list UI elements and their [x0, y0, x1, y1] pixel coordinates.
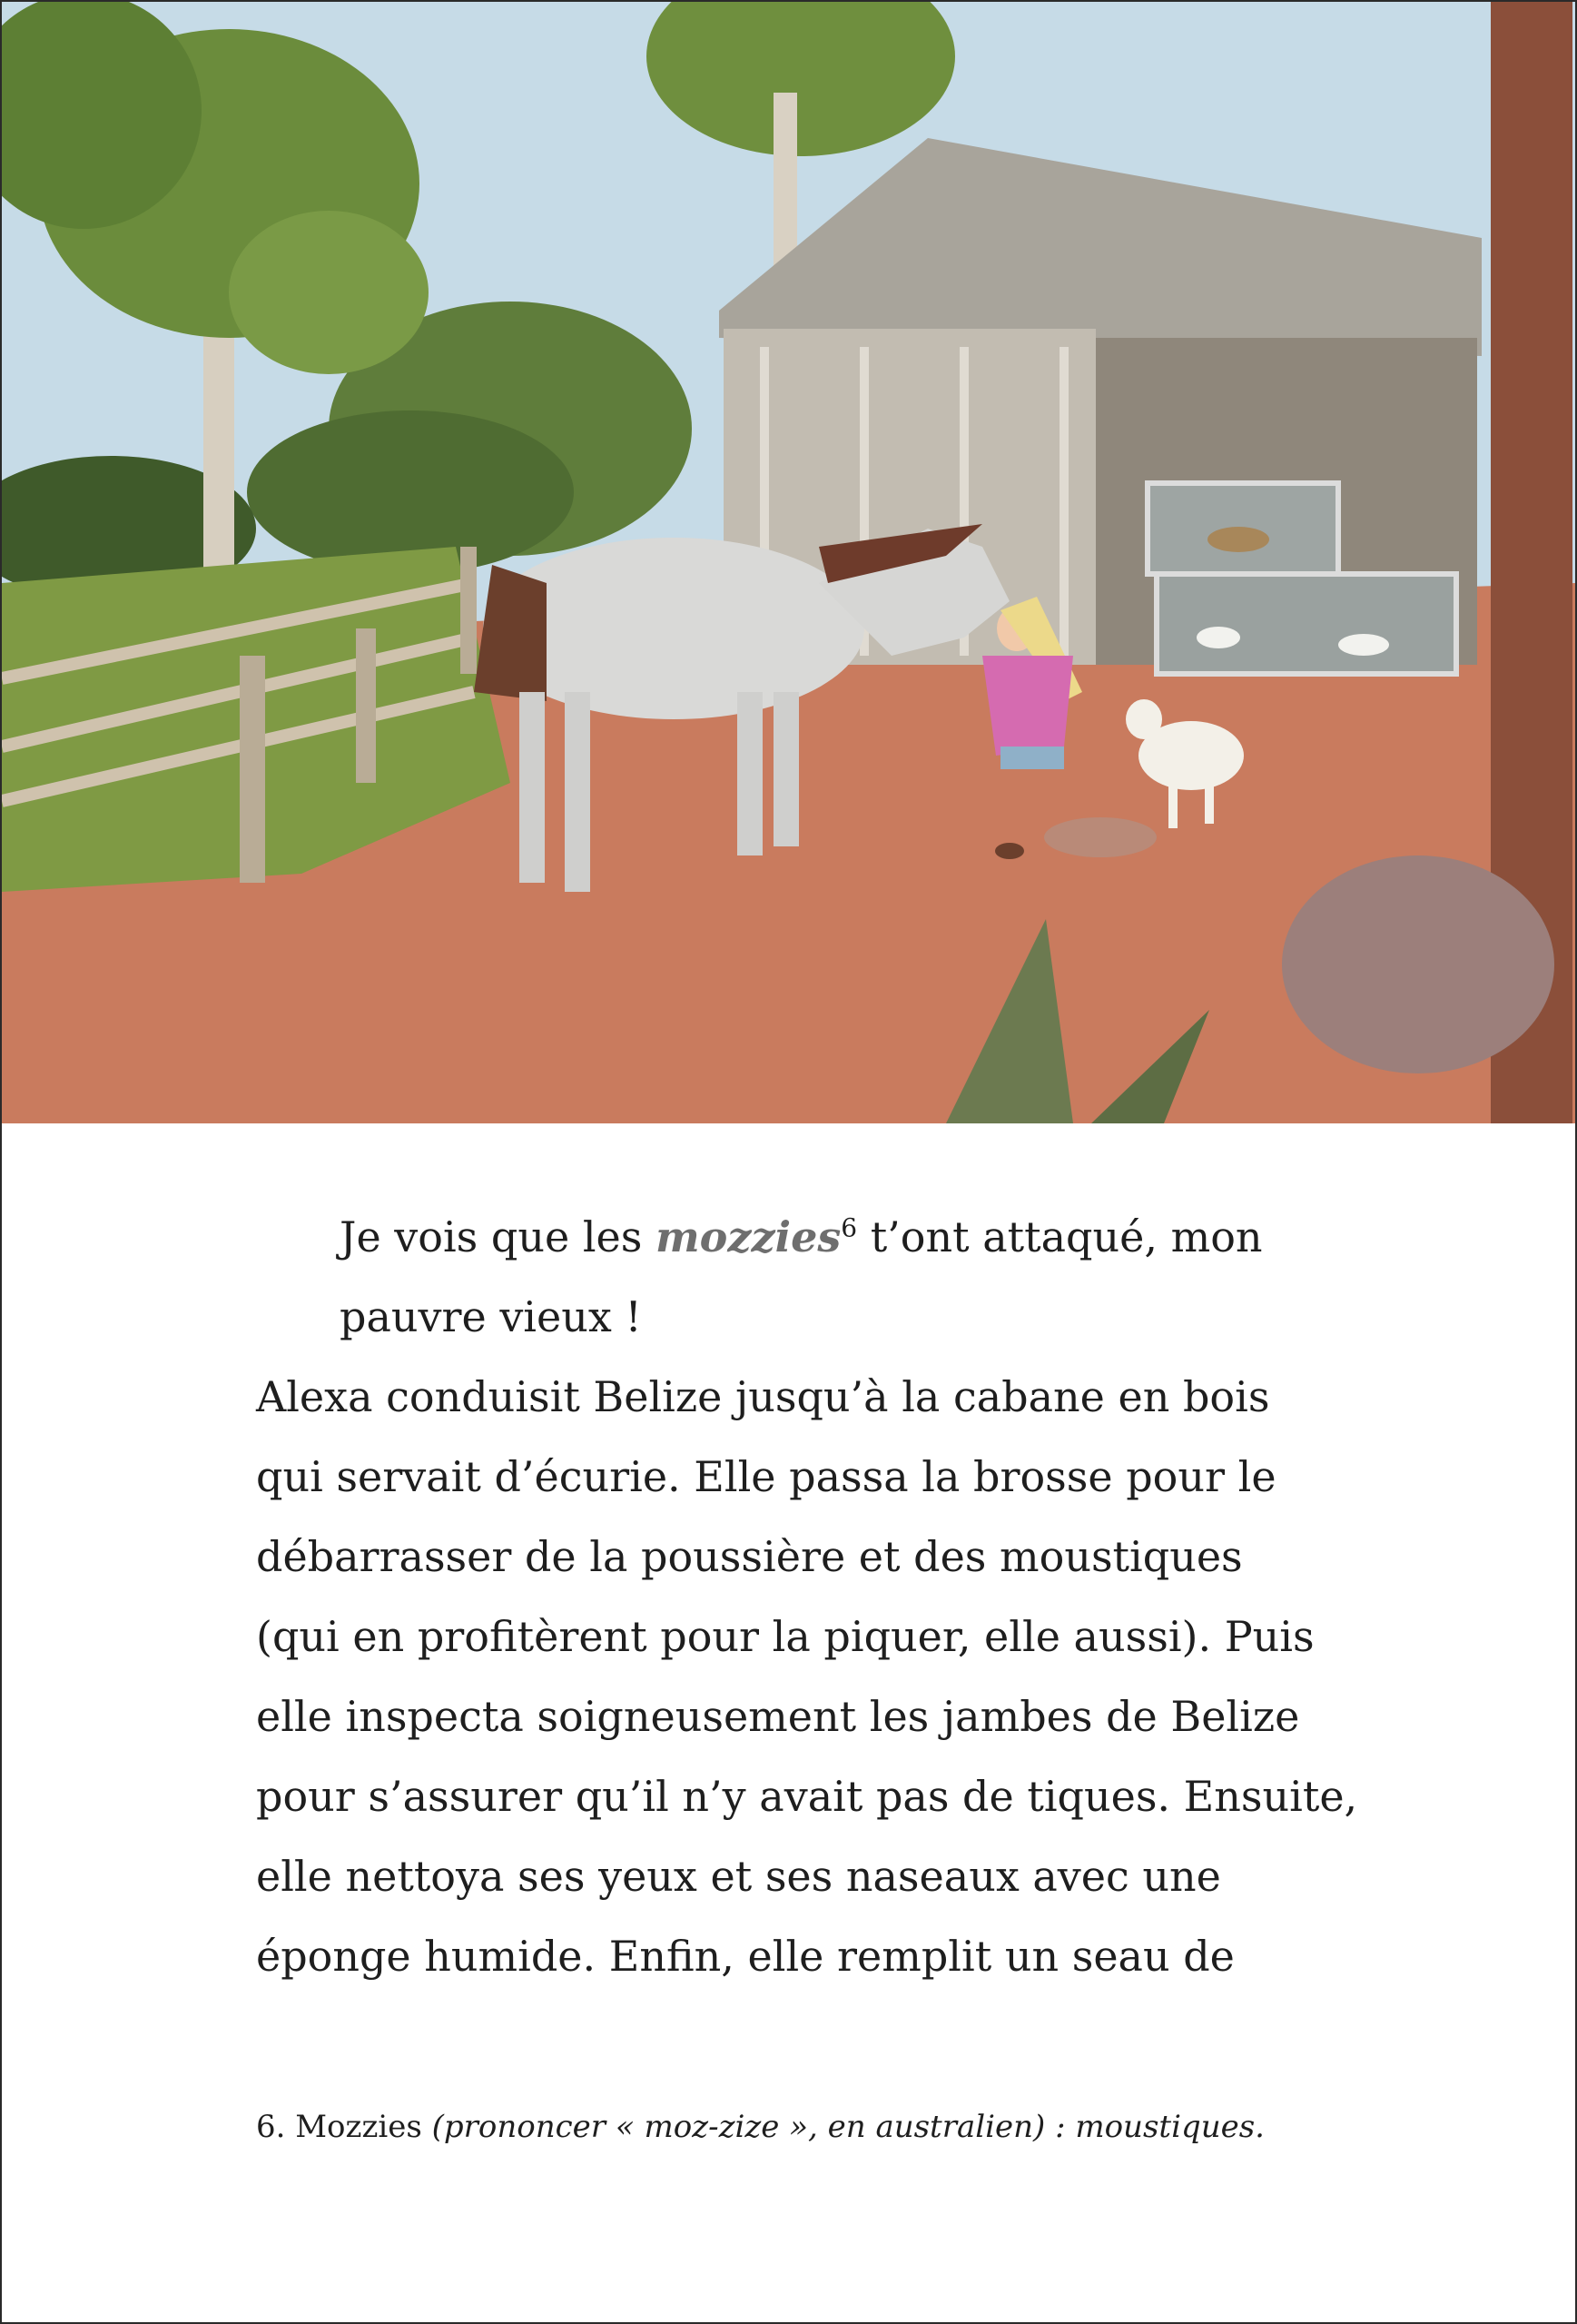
dialogue-text-start: Je vois que les	[340, 1212, 655, 1261]
dialogue-line-2: pauvre vieux !	[340, 1292, 642, 1341]
tree-canopy	[229, 211, 429, 374]
dialogue-line-1	[256, 1197, 1382, 1277]
footnote-label: 6. Mozzies	[256, 2109, 432, 2145]
tree-trunk	[774, 93, 797, 274]
footnote-detail: (prononcer « moz-zize », en australien) : moustiques.	[431, 2109, 1265, 2145]
paragraph-line: elle nettoya ses yeux et ses naseaux avec une	[256, 1852, 1221, 1901]
dialogue-text-end: t’ont attaqué, mon	[857, 1212, 1263, 1261]
paragraph-line: qui servait d’écurie. Elle passa la brosse pour le	[256, 1452, 1276, 1501]
brush	[995, 843, 1024, 859]
farm-scene-svg	[2, 2, 1575, 1123]
rock	[1282, 855, 1554, 1073]
paragraph-line: éponge humide. Enfin, elle remplit un seau de	[256, 1932, 1235, 1981]
paragraph-line: (qui en profitèrent pour la piquer, elle aussi). Puis	[256, 1612, 1315, 1661]
footnote-reference: 6	[841, 1212, 858, 1243]
footnote	[256, 2109, 1265, 2145]
farm-illustration	[2, 2, 1575, 1123]
paragraph-line: elle inspecta soigneusement les jambes de Belize	[256, 1692, 1300, 1741]
basin	[1044, 817, 1157, 857]
paragraph-line: pour s’assurer qu’il n’y avait pas de tiques. Ensuite,	[256, 1772, 1358, 1821]
paragraph-line: débarrasser de la poussière et des moustiques	[256, 1532, 1243, 1581]
story-text	[256, 1197, 1382, 1996]
emphasized-word: mozzies	[655, 1212, 842, 1261]
bush	[247, 410, 574, 574]
paragraph-line: Alexa conduisit Belize jusqu’à la cabane en bois	[256, 1372, 1270, 1421]
